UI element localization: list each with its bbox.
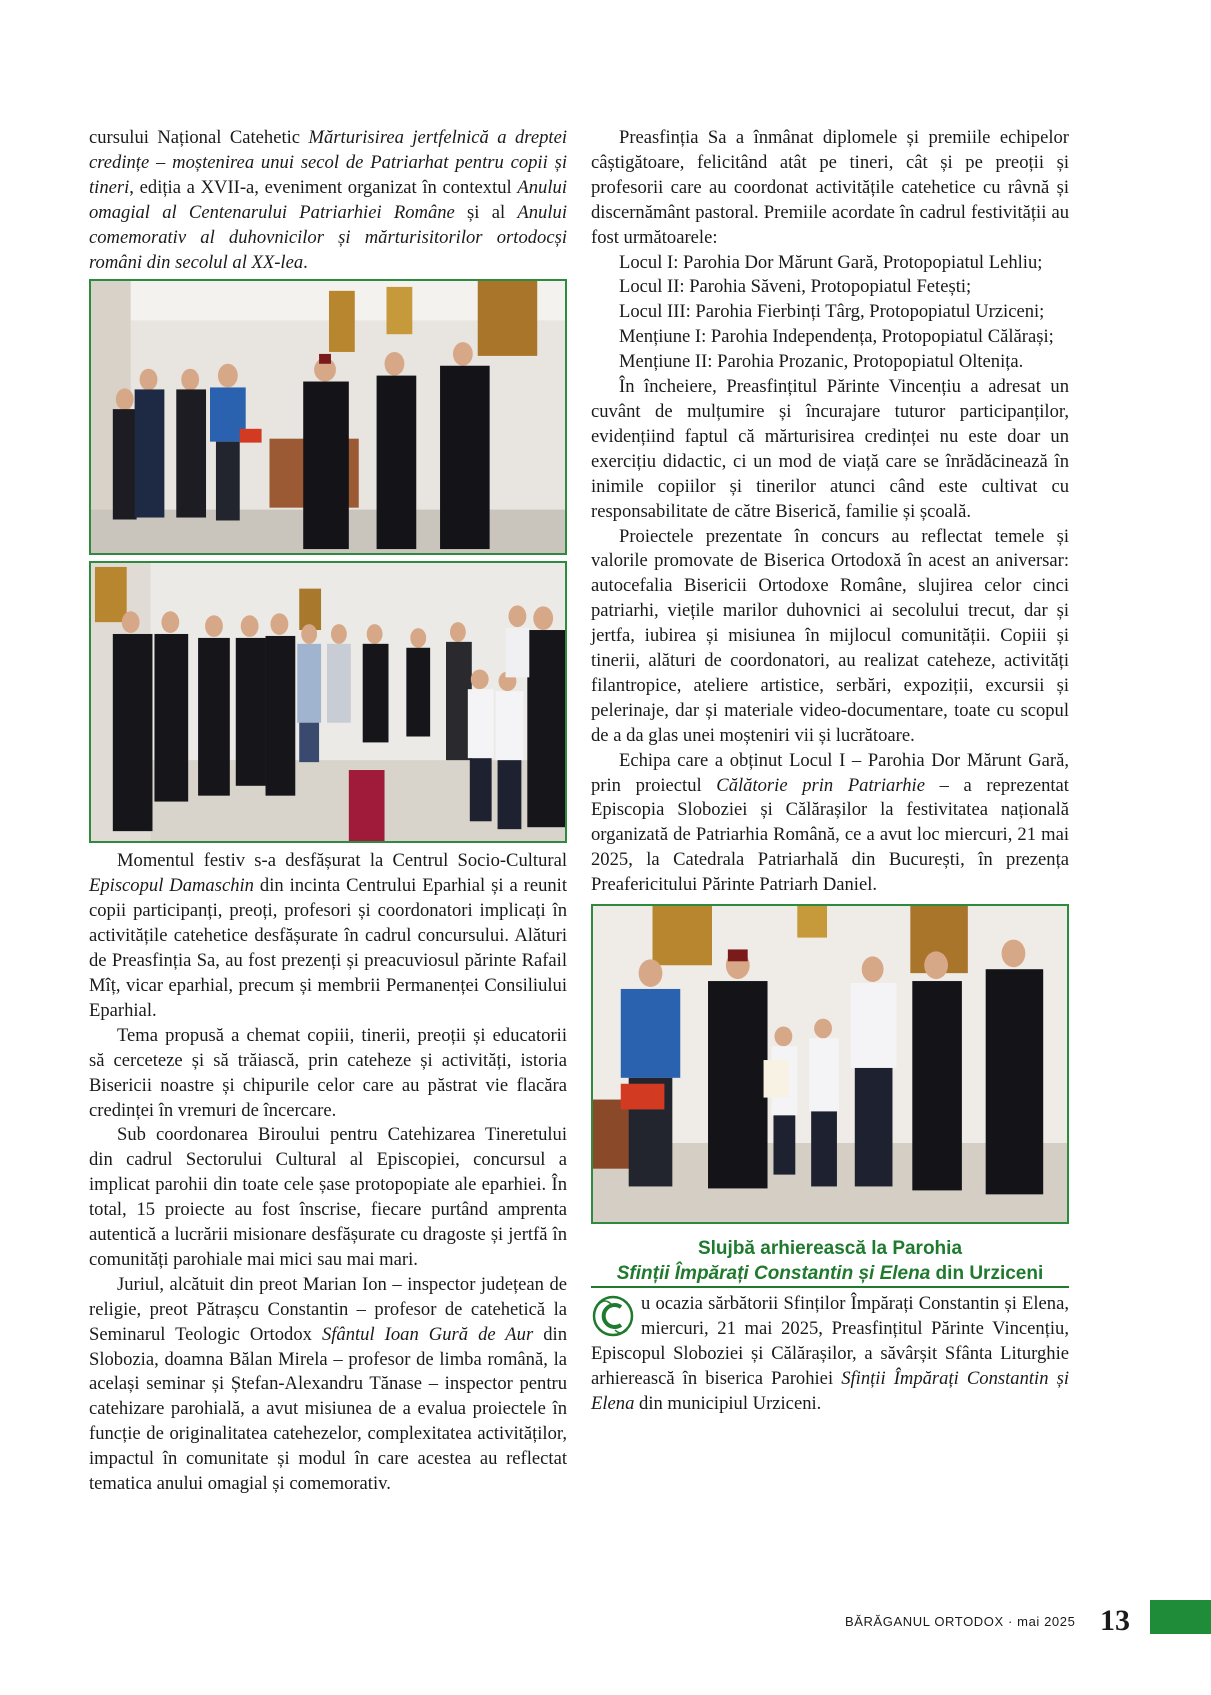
paragraph-tema: Tema propusă a chemat copiii, tinerii, preoții și educatorii să cerceteze și să trăiască, prin cateheze și activități, istoria Bisericii noastre și chipurile celor care au păstrat vie flacăra credinței în vremuri de încercare. bbox=[89, 1024, 567, 1121]
paragraph-incheiere: În încheiere, Preasfințitul Părinte Vincențiu a adresat un cuvânt de mulțumire și încurajare tuturor participanților, evidențiind faptul că mărturisirea credinței nu este doar un exercițiu didactic, ci un mod de viață care se înrădăcinează în inimile copiilor și tinerilor atunci când este cultivat cu responsabilitate de către Biserică, familie și școală. bbox=[591, 376, 1069, 522]
paragraph-slujba: u ocazia sărbătorii Sfinților Împărați Constantin și Elena, miercuri, 21 mai 2025, Preasfințitul Părinte Vincențiu, Episcopul Sloboziei și Călărașilor, a săvârșit Sfânta Liturghie arhierească în biserica Parohiei Sfinții Împărați Constantin și Elena din municipiul Urziceni. bbox=[591, 1293, 1069, 1414]
paragraph-echipa: Echipa care a obținut Locul I – Parohia Dor Mărunt Gară, prin proiectul Călătorie prin Patriarhie – a reprezentat Episcopia Sloboziei și Călărașilor la festivitatea națională organizată de Patriarhia Română, ce a avut loc miercuri, 21 mai 2025, la Catedrala Patriarhală din București, în prezența Preafericitului Părinte Patriarh Daniel. bbox=[591, 749, 1069, 896]
publication-name: BĂRĂGANUL ORTODOX · mai 2025 bbox=[845, 1614, 1076, 1629]
prize-item: Mențiune II: Parohia Prozanic, Protopopiatul Oltenița. bbox=[619, 351, 1024, 373]
paragraph-juriu: Juriul, alcătuit din preot Marian Ion – inspector județean de religie, preot Pătrașcu Constantin – profesor de catehetică la Seminarul Teologic Ortodox Sfântul Ioan Gură de Aur din Slobozia, doamna Bălan Mirela – profesor de limba română, la același seminar și Ștefan-Alexandru Tănase – inspector pentru catehizare parohială, a avut misiunea de a evalua proiectele în funcție de originalitatea catehezelor, complexitatea activităților, impactul în comunitate și modul în care acestea au reflectat tematica anului omagial și comemorativ. bbox=[89, 1273, 567, 1495]
section-divider bbox=[591, 1286, 1069, 1288]
right-column bbox=[591, 126, 1069, 1417]
prize-item: Locul III: Parohia Fierbinți Târg, Protopopiatul Urziceni; bbox=[619, 301, 1045, 323]
photo-group-participants bbox=[89, 561, 567, 843]
intro-paragraph: cursului Național Catehetic Mărturisirea jertfelnică a dreptei credințe – moștenirea unui secol de Patriarhat pentru copii și tineri, ediția a XVII-a, eveniment organizat în contextul Anului omagial al Centenarului Patriarhiei Române și al Anului comemorativ al duhovnicilor și mărturisitorilor ortodocși români din secolul al XX-lea. bbox=[89, 127, 567, 273]
photo-image bbox=[593, 906, 1067, 1222]
page-number: 13 bbox=[1100, 1604, 1130, 1637]
section-title-line2: Sfinții Împărați Constantin și Elena din Urziceni bbox=[616, 1263, 1044, 1285]
paragraph-proiecte: Proiectele prezentate în concurs au reflectat temele și valorile promovate de Biserica Ortodoxă în acest an aniversar: autocefalia Bisericii Ortodoxe Române, slujirea celor cinci patriarhi, viețile marilor duhovnici ai secolului trecut, dar și jertfa, iubirea și misiunea în mijlocul comunității. Copiii și tinerii, alături de coordonatori, au realizat cateheze, activități filantropice, ateliere artistice, serbări, expoziții, excursii și pelerinaje, dar și materiale video-documentare, toate cu scopul de a da glas unei moșteniri vii și lucrătoare. bbox=[591, 525, 1069, 746]
page-footer bbox=[0, 1600, 1211, 1640]
photo-image bbox=[91, 281, 565, 553]
left-column bbox=[89, 126, 567, 1497]
ornamental-c-icon bbox=[591, 1294, 635, 1338]
prize-item: Locul I: Parohia Dor Mărunt Gară, Protopopiatul Lehliu; bbox=[619, 251, 1043, 273]
photo-winning-team bbox=[591, 904, 1069, 1224]
prize-item: Locul II: Parohia Săveni, Protopopiatul Fetești; bbox=[619, 276, 972, 298]
section-title bbox=[591, 1236, 1069, 1286]
section-title-line1: Slujbă arhierească la Parohia bbox=[697, 1238, 963, 1260]
photo-group-clergy-1 bbox=[89, 279, 567, 555]
photo-image bbox=[91, 563, 565, 841]
footer-accent-bar bbox=[1150, 1600, 1211, 1634]
paragraph-premii: Preasfinția Sa a înmânat diplomele și premiile echipelor câștigătoare, felicitând atât pe tineri, cât și pe preoții și profesorii care au coordonat activitățile catehetice cu râvnă și discernământ pastoral. Premiile acordate în cadrul festivității au fost următoarele: bbox=[591, 127, 1069, 248]
paragraph-coordonare: Sub coordonarea Biroului pentru Catehizarea Tineretului din cadrul Sectorului Cultural al Episcopiei, concursul a implicat parohii din toate cele șase protopopiate ale eparhiei. În total, 15 proiecte au fost înscrise, fiecare purtând amprenta autentică a lucrării misionare desfășurate cu dragoste și jertfă în comunități parohiale mai mici sau mai mari. bbox=[89, 1124, 567, 1270]
paragraph-moment-festiv: Momentul festiv s-a desfășurat la Centrul Socio-Cultural Episcopul Damaschin din incinta Centrului Eparhial și a reunit copii participanți, preoți, profesori și coordonatori implicați în activitățile catehetice desfășurate în cadrul concursului. Alături de Preasfinția Sa, au fost prezenți și preacuviosul părinte Rafail Mîț, vicar eparhial, precum și membrii Permanenței Consiliului Eparhial. bbox=[89, 850, 567, 1021]
prize-item: Mențiune I: Parohia Independența, Protopopiatul Călărași; bbox=[619, 326, 1054, 348]
